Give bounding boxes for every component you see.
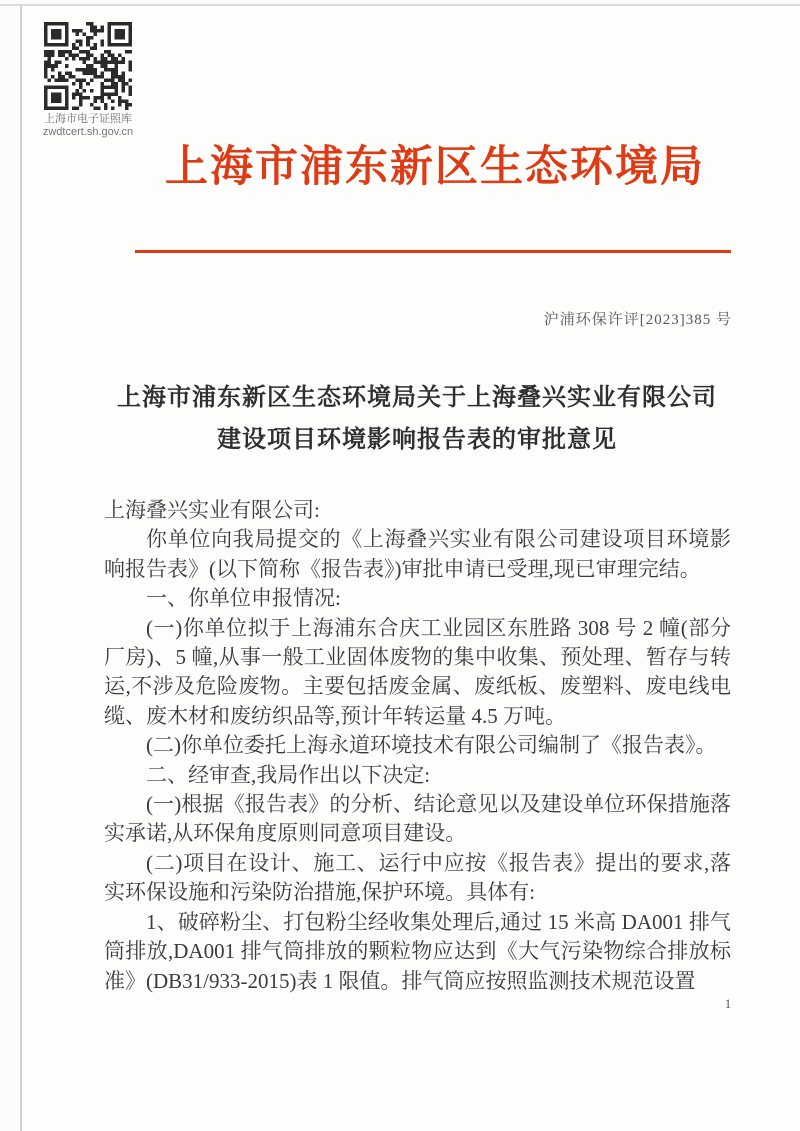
body-paragraph: (一)你单位拟于上海浦东合庆工业园区东胜路 308 号 2 幢(部分厂房)、5 幢,从事一般工业固体废物的集中收集、预处理、暂存与转运,不涉及危险废物。主要包括废金属、废纸板、废塑料、废电线电缆、废木材和废纺织品等,预计年转运量 4.5 万吨。 bbox=[104, 615, 731, 728]
body-paragraph: (一)根据《报告表》的分析、结论意见以及建设单位环保措施落实承诺,从环保角度原则同意项目建设。 bbox=[104, 792, 731, 846]
subject-title bbox=[100, 377, 734, 461]
qr-url: zwdtcert.sh.gov.cn bbox=[42, 126, 134, 138]
body-paragraph: 1、破碎粉尘、打包粉尘经收集处理后,通过 15 米高 DA001 排气筒排放,DA001 排气筒排放的颗粒物应达到《大气污染物综合排放标准》(DB31/933-2015)表 1 限值。排气筒应按照监测技术规范设置 bbox=[104, 909, 731, 993]
qr-code-icon bbox=[44, 22, 132, 110]
body-paragraph: 二、经审查,我局作出以下决定: bbox=[146, 762, 431, 787]
qr-label: 上海市电子证照库 bbox=[44, 113, 132, 125]
body-paragraph: 你单位向我局提交的《上海叠兴实业有限公司建设项目环境影响报告表》(以下简称《报告表》)审批申请已受理,现已审理完结。 bbox=[104, 527, 731, 581]
subject-title-line2: 建设项目环境影响报告表的审批意见 bbox=[217, 426, 617, 453]
scan-edge-left bbox=[20, 6, 22, 1131]
subject-title-line1: 上海市浦东新区生态环境局关于上海叠兴实业有限公司 bbox=[117, 384, 717, 411]
body-paragraph: (二)项目在设计、施工、运行中应按《报告表》提出的要求,落实环保设施和污染防治措施,保护环境。具体有: bbox=[104, 850, 731, 905]
body-paragraph: 一、你单位申报情况: bbox=[146, 586, 341, 611]
scan-edge-top bbox=[0, 4, 800, 6]
qr-block bbox=[38, 22, 138, 139]
agency-letterhead-title: 上海市浦东新区生态环境局 bbox=[165, 144, 705, 191]
salutation: 上海叠兴实业有限公司: bbox=[104, 498, 320, 522]
letterhead-divider-line bbox=[135, 250, 731, 253]
page-number: 1 bbox=[724, 996, 732, 1011]
document-body bbox=[104, 496, 731, 996]
document-number: 沪浦环保许评[2023]385 号 bbox=[543, 312, 732, 328]
body-paragraph: (二)你单位委托上海永道环境技术有限公司编制了《报告表》。 bbox=[146, 733, 717, 758]
